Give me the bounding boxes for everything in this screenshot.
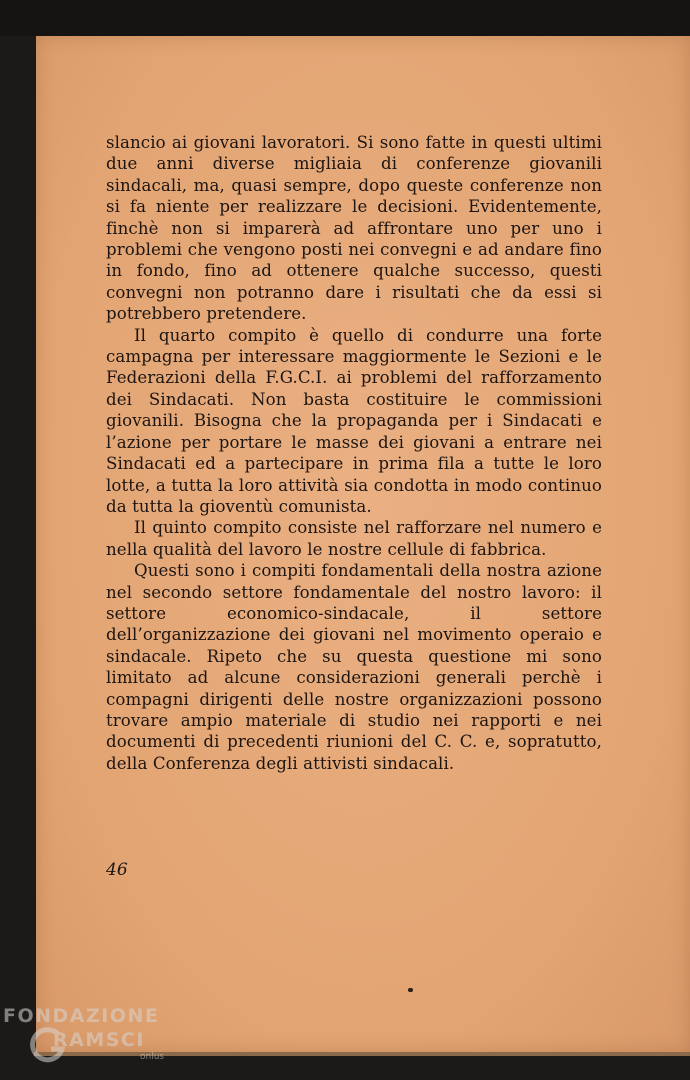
scan-background-top	[0, 0, 690, 36]
paragraph-1: slancio ai giovani lavoratori. Si sono fatte in questi ultimi due anni diverse migliaia di conferenze giovanili sindacali, ma, quasi sempre, dopo queste conferenze non si fa niente per realizzare le decisioni. Evidentemente, finchè non si imparerà ad affrontare uno per uno i problemi che vengono posti nei convegni e ad andare fino in fondo, fino ad ottenere qualche successo, questi convegni non potranno dare i risultati che da essi si potrebbero pretendere.	[106, 133, 602, 324]
paragraph-2: Il quarto compito è quello di condurre una forte campagna per interessare maggiormente le Sezioni e le Federazioni della F.G.C.I. ai problemi del rafforzamento dei Sindacati. Non basta costituire le commissioni giovanili. Bisogna che la propaganda per i Sindacati e l’azione per portare le masse dei giovani a entrare nei Sindacati ed a partecipare in prima fila a tutte le loro lotte, a tutta la loro attività sia condotta in modo continuo da tutta la gioventù comunista.	[106, 325, 602, 516]
watermark-line2: RAMSCI	[53, 1029, 145, 1051]
ink-speck	[408, 988, 413, 992]
page-number: 46	[106, 860, 128, 880]
watermark-suffix: onlus	[140, 1052, 165, 1062]
paragraph-4: Questi sono i compiti fondamentali della nostra azione nel secondo settore fondamentale del nostro lavoro: il settore economico-sindacale, il settore dell’organizzazione dei giovani nel movimento operaio e sindacale. Ripeto che su questa questione mi sono limitato ad alcune considerazioni generali perchè i compagni dirigenti delle nostre organizzazioni possono trovare ampio materiale di studio nei rapporti e nei documenti di precedenti riunioni del C. C. e, sopratutto, della Conferenza degli attivisti sindacali.	[106, 561, 602, 773]
watermark-logo	[3, 1005, 203, 1075]
body-text	[106, 132, 602, 774]
watermark-line1: FONDAZIONE	[3, 1005, 160, 1027]
paragraph-3: Il quinto compito consiste nel rafforzare nel numero e nella qualità del lavoro le nostre cellule di fabbrica.	[106, 518, 602, 559]
